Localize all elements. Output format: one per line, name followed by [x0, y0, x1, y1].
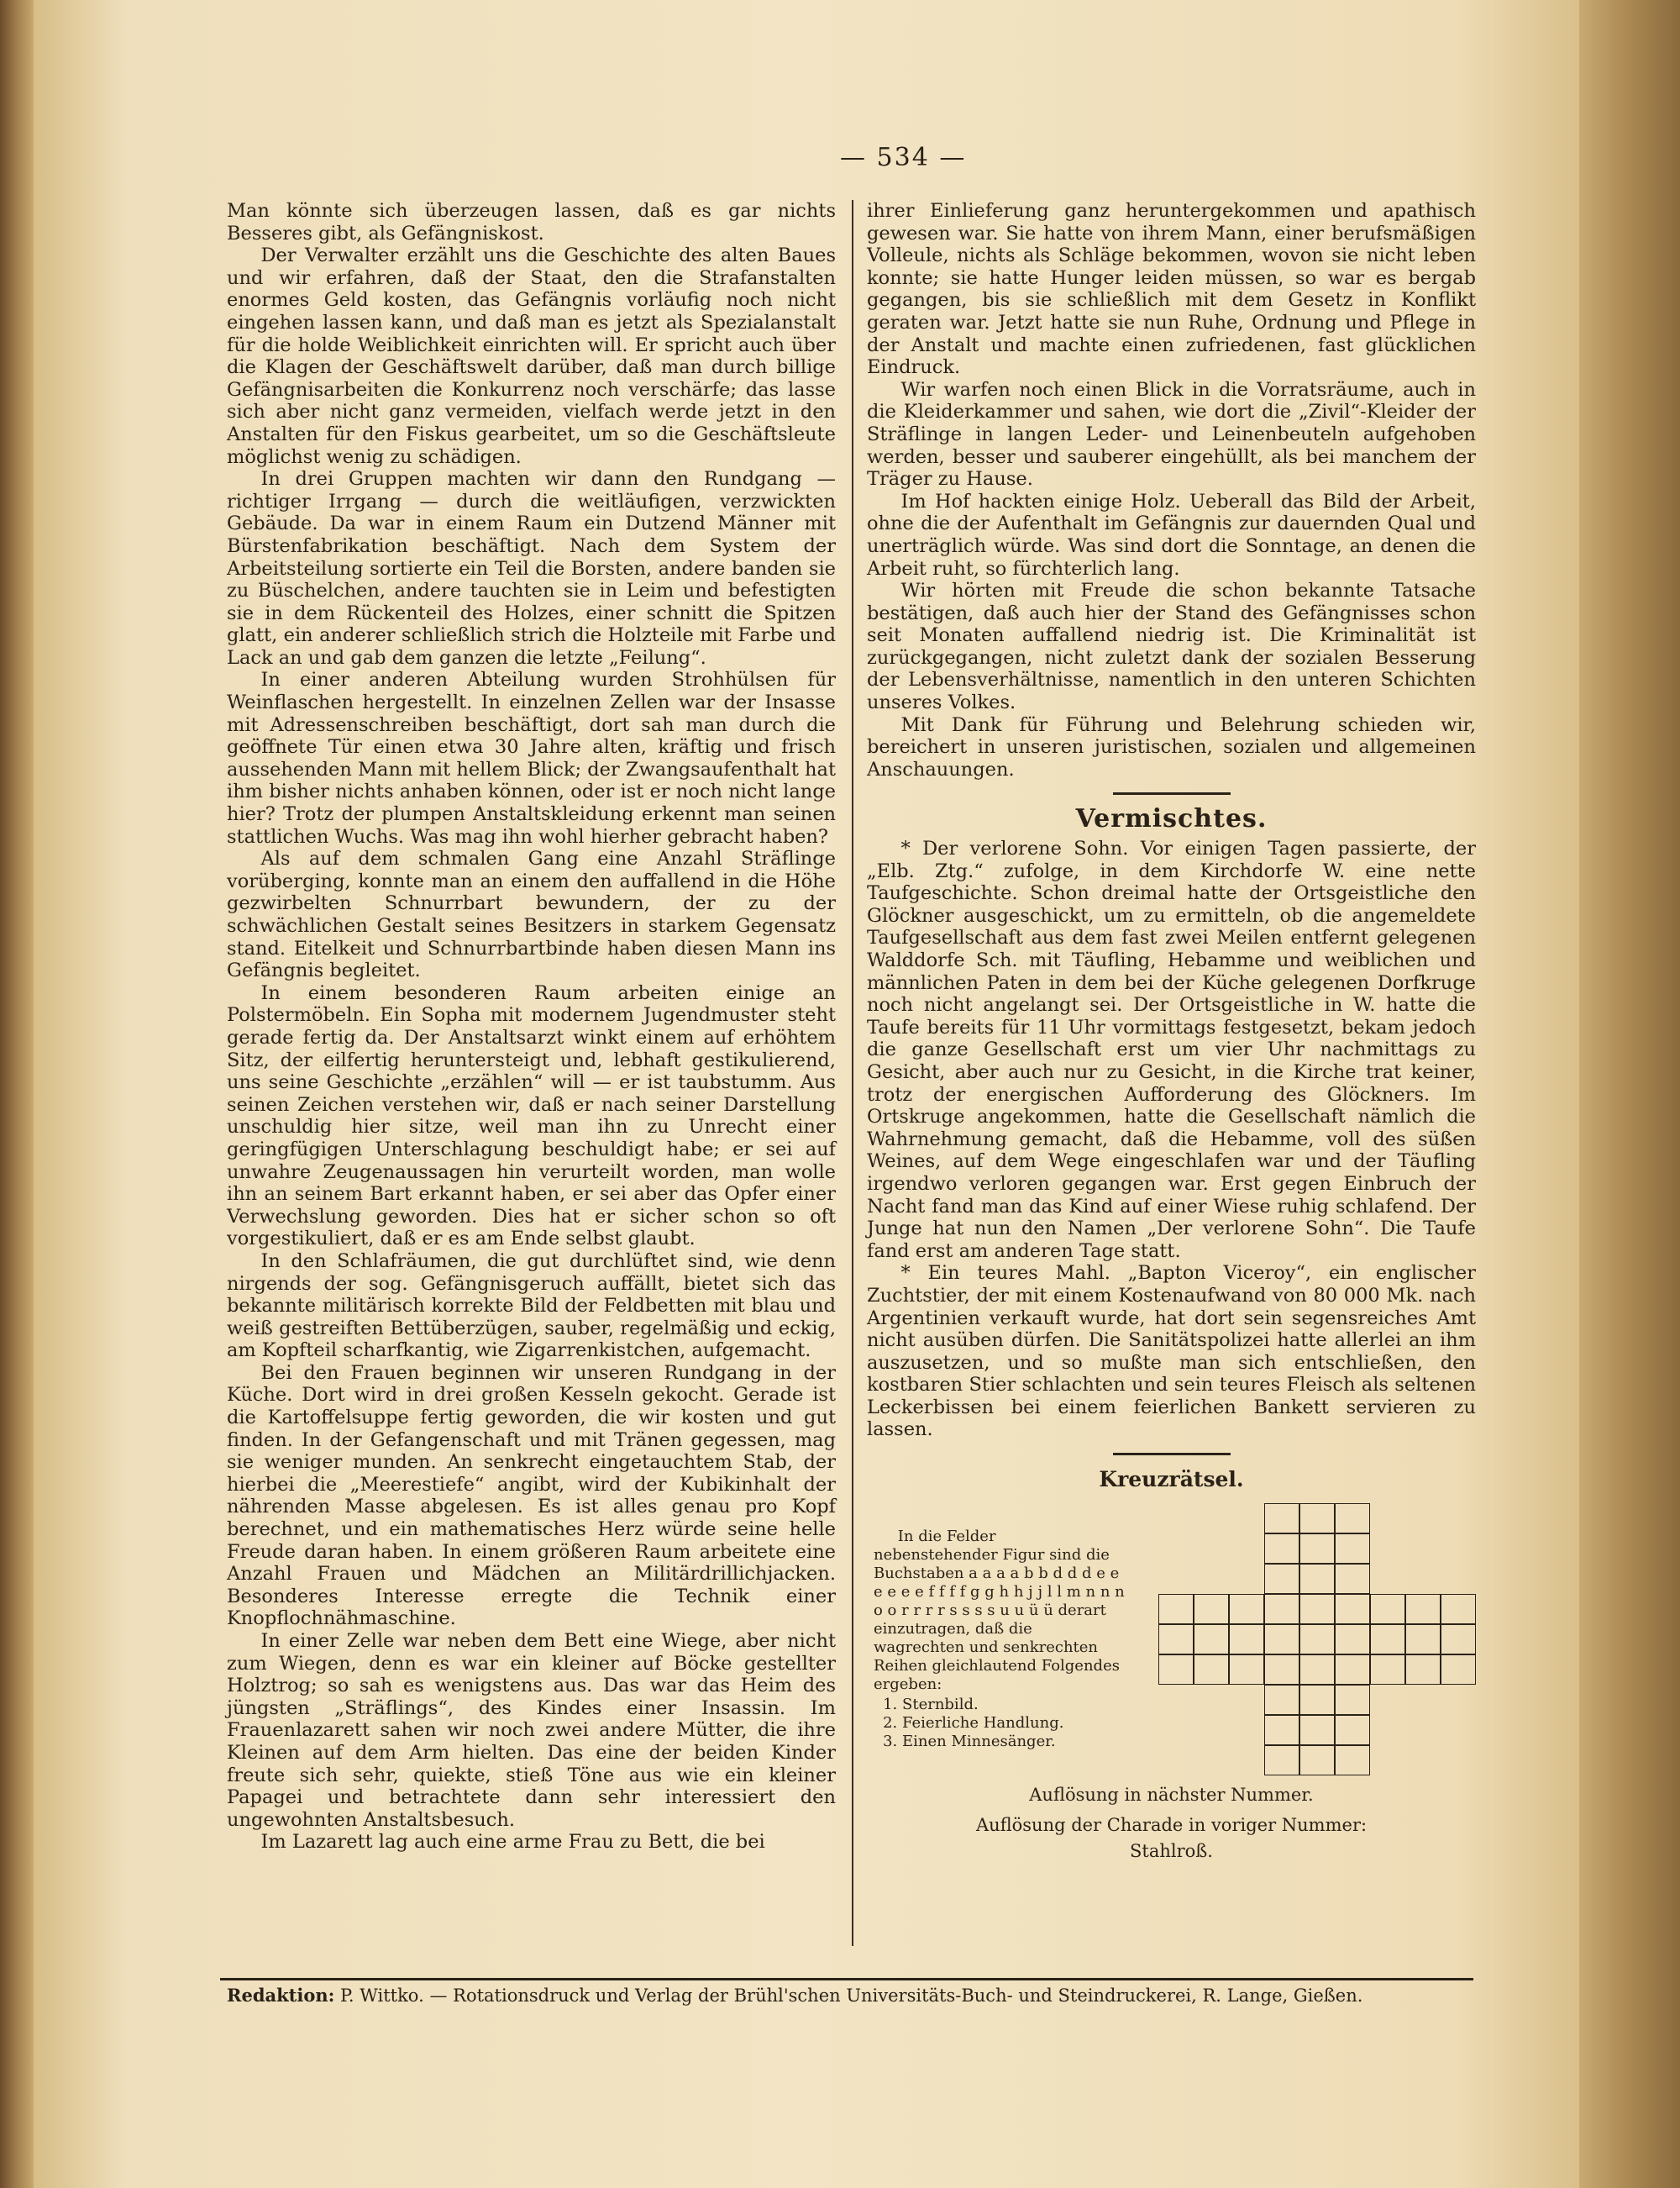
crossword-cell [1299, 1745, 1335, 1775]
paragraph: Mit Dank für Führung und Belehrung schieden wir, bereichert in unseren juristischen, sozialen und allgemeinen Anschauungen. [867, 713, 1476, 781]
paragraph: In drei Gruppen machten wir dann den Rundgang — richtiger Irrgang — durch die weitläufigen, verzwickten Gebäude. Da war in einem Raum ein Dutzend Männer mit Bürstenfabrikation beschäftigt. Nach dem System der Arbeitsteilung sortierte ein Teil die Borsten, andere banden sie zu Büschelchen, andere tauchten sie in Leim und befestigten sie in dem Rückenteil des Holzes, einer schnitt die Spitzen glatt, ein anderer schließlich strich die Holzteile mit Farbe und Lack an und gab dem ganzen die letzte „Feilung“. [227, 468, 836, 669]
crossword-cell [1335, 1654, 1370, 1685]
section-rule-2 [1113, 1453, 1231, 1455]
crossword-cell [1264, 1533, 1299, 1564]
right-column-article-end [867, 200, 1476, 781]
crossword-blank [1441, 1685, 1476, 1715]
crossword-blank [1229, 1685, 1264, 1715]
crossword-cell [1229, 1624, 1264, 1654]
crossword-cell [1264, 1624, 1299, 1654]
crossword-blank [1370, 1715, 1405, 1745]
crossword-cell [1299, 1564, 1335, 1594]
puzzle-instructions [867, 1528, 1125, 1751]
crossword-cell [1229, 1654, 1264, 1685]
crossword-blank [1441, 1715, 1476, 1745]
crossword-cell [1299, 1503, 1335, 1533]
crossword-blank [1194, 1503, 1229, 1533]
previous-solution-answer: Stahlroß. [1130, 1840, 1213, 1861]
news-item: * Ein teures Mahl. „Bapton Viceroy“, ein englischer Zuchtstier, der mit einem Kostenaufwand von 80 000 Mk. nach Argentinien verkauft wurde, hat dort sein segensreiches Amt nicht ausüben dürfen. Die Sanitätspolizei hatte allerlei an ihm auszusetzen, und so mußte man sich entschließen, den kostbaren Stier schlachten und sein teures Fleisch als seltenen Leckerbissen bei einem feierlichen Bankett servieren zu lassen. [867, 1262, 1476, 1441]
crossword-cell [1194, 1594, 1229, 1624]
footer-rule [220, 1978, 1473, 1980]
crossword-cell [1370, 1654, 1405, 1685]
miscellany-heading: Vermischtes. [1075, 804, 1268, 834]
crossword-cell [1194, 1624, 1229, 1654]
paragraph: In einer anderen Abteilung wurden Strohhülsen für Weinflaschen hergestellt. In einzelnen Zellen war der Insasse mit Adressenschreiben beschäftigt, dort sah man durch die geöffnete Tür einen etwa 30 Jahre alten, kräftig und frisch aussehenden Mann mit hellem Blick; der Zwangsaufenthalt hat ihm bisher nichts anhaben können, oder ist er noch nicht lange hier? Trotz der plumpen Anstaltskleidung erkennt man seinen stattlichen Wuchs. Was mag ihn wohl hierher gebracht haben? [227, 669, 836, 848]
crossword-blank [1158, 1685, 1194, 1715]
crossword-cell [1264, 1594, 1299, 1624]
crossword-blank [1158, 1503, 1194, 1533]
crossword-cell [1299, 1715, 1335, 1745]
left-column [227, 200, 836, 1854]
crossword-blank [1158, 1715, 1194, 1745]
crossword-blank [1441, 1745, 1476, 1775]
crossword-cell [1264, 1503, 1299, 1533]
crossword-cell [1335, 1745, 1370, 1775]
crossword-blank [1370, 1503, 1405, 1533]
crossword-block [867, 1503, 1476, 1775]
puzzle-clue: 3. Einen Minnesänger. [902, 1733, 1125, 1751]
crossword-cell [1264, 1715, 1299, 1745]
crossword-cell [1299, 1685, 1335, 1715]
crossword-cell [1158, 1654, 1194, 1685]
crossword-blank [1229, 1533, 1264, 1564]
miscellany-items [867, 838, 1476, 1441]
crossword-cell [1441, 1594, 1476, 1624]
crossword-grid [1158, 1503, 1476, 1775]
puzzle-title: Kreuzrätsel. [1099, 1467, 1244, 1492]
crossword-cell [1405, 1624, 1441, 1654]
crossword-cell [1299, 1654, 1335, 1685]
paragraph: Im Hof hackten einige Holz. Ueberall das Bild der Arbeit, ohne die der Aufenthalt im Gefängnis zur dauernden Qual und unerträglich würde. Was sind dort die Sonntage, an denen die Arbeit ruht, so fürchterlich lang. [867, 490, 1476, 580]
crossword-cell [1229, 1594, 1264, 1624]
crossword-cell [1370, 1624, 1405, 1654]
crossword-blank [1370, 1564, 1405, 1594]
crossword-blank [1158, 1745, 1194, 1775]
crossword-cell [1264, 1564, 1299, 1594]
paragraph: Wir warfen noch einen Blick in die Vorratsräume, auch in die Kleiderkammer und sahen, wie dort die „Zivil“-Kleider der Sträflinge in langen Leder- und Leinenbeuteln aufgehoben werden, besser und sauberer eingehüllt, als bei manchem der Träger zu Hause. [867, 378, 1476, 491]
crossword-cell [1299, 1594, 1335, 1624]
previous-solution-label: Auflösung der Charade in voriger Nummer: [975, 1815, 1368, 1836]
crossword-blank [1194, 1564, 1229, 1594]
crossword-blank [1229, 1745, 1264, 1775]
crossword-cell [1299, 1533, 1335, 1564]
imprint-footer [227, 1985, 1470, 2006]
crossword-blank [1405, 1715, 1441, 1745]
footer-press: — Rotationsdruck und Verlag der Brühl'schen Universitäts-Buch- und Steindruckerei, R. Lange, Gießen. [429, 1986, 1363, 2006]
footer-label: Redaktion: [227, 1985, 335, 2006]
paragraph: ihrer Einlieferung ganz heruntergekommen und apathisch gewesen war. Sie hatte von ihrem Mann, einer berufsmäßigen Volleule, nichts als Schläge bekommen, wovon sie nicht leben konnte; sie hatte Hunger leiden müssen, so war es bergab gegangen, bis sie schließlich mit dem Gesetz in Konflikt geraten war. Jetzt hatte sie nun Ruhe, Ordnung und Pflege in der Anstalt und machte einen zufriedenen, fast glücklichen Eindruck. [867, 200, 1476, 379]
footer-editor: P. Wittko. [340, 1986, 424, 2006]
paragraph: Bei den Frauen beginnen wir unseren Rundgang in der Küche. Dort wird in drei großen Kesseln gekocht. Gerade ist die Kartoffelsuppe fertig geworden, die wir kosten und gut finden. In der Gefangenschaft und mit Tränen gegessen, mag sie weniger munden. An senkrecht eingetauchtem Stab, der hierbei die „Meerestiefe“ angibt, wird der Kubikinhalt der nährenden Masse abgelesen. Es ist alles genau pro Kopf berechnet, und ein mathematisches Herz würde seine helle Freude daran haben. In einem größeren Raum arbeitete eine Anzahl Frauen und Mädchen an Militärdrillichjacken. Besonderes Interesse erregte die Technik einer Knopflochnähmaschine. [227, 1361, 836, 1630]
section-rule [1113, 792, 1231, 795]
right-column [867, 200, 1476, 1862]
crossword-cell [1264, 1745, 1299, 1775]
crossword-blank [1370, 1685, 1405, 1715]
crossword-cell [1370, 1594, 1405, 1624]
crossword-blank [1158, 1533, 1194, 1564]
crossword-cell [1441, 1654, 1476, 1685]
paragraph: Man könnte sich überzeugen lassen, daß es gar nichts Besseres gibt, als Gefängniskost. [227, 200, 836, 245]
crossword-blank [1405, 1533, 1441, 1564]
crossword-blank [1405, 1745, 1441, 1775]
paragraph: In den Schlafräumen, die gut durchlüftet sind, wie denn nirgends der sog. Gefängnisgeruch auffällt, bietet sich das bekannte militärisch korrekte Bild der Feldbetten mit blau und weiß gestreiften Bettüberzügen, sauber, regelmäßig und eckig, am Kopfteil scharfkantig, wie Zigarrenkistchen, aufgemacht. [227, 1249, 836, 1362]
crossword-blank [1441, 1564, 1476, 1594]
crossword-cell [1335, 1503, 1370, 1533]
crossword-blank [1158, 1564, 1194, 1594]
crossword-cell [1335, 1564, 1370, 1594]
paragraph: Wir hörten mit Freude die schon bekannte Tatsache bestätigen, daß auch hier der Stand des Gefängnisses schon seit Monaten auffallend niedrig ist. Die Kriminalität ist zurückgegangen, nicht zuletzt dank der sozialen Besserung der Lebensverhältnisse, namentlich in den unteren Schichten unseres Volkes. [867, 580, 1476, 714]
crossword-cell [1405, 1654, 1441, 1685]
column-divider [852, 200, 853, 1946]
puzzle-instructions-text: In die Felder nebenstehender Figur sind die Buchstaben a a a a b b d d d e e e e e e f f f f g g h h j j l l m n n n o o r r r r s s s s u u ü ü derart einzutragen, daß die wagrechten und senkrechten Reihen gleichlautend Folgendes ergeben: [874, 1527, 1125, 1693]
page-number: — 534 — [840, 143, 967, 172]
crossword-blank [1194, 1685, 1229, 1715]
crossword-cell [1335, 1624, 1370, 1654]
paragraph: In einer Zelle war neben dem Bett eine Wiege, aber nicht zum Wiegen, denn es war ein kleiner auf Böcke gestellter Holztrog; so sah es wenigstens aus. Das war das Heim des jüngsten „Sträflings“, des Kindes einer Insassin. Im Frauenlazarett sahen wir noch zwei andere Mütter, die ihre Kleinen auf dem Arm hielten. Das eine der beiden Kinder freute sich sehr, quiekte, stieß Töne aus wie ein kleiner Papagei und betrachtete dann sehr interessiert den ungewohnten Anstaltsbesuch. [227, 1630, 836, 1831]
crossword-blank [1441, 1533, 1476, 1564]
crossword-blank [1229, 1564, 1264, 1594]
puzzle-clue: 1. Sternbild. [902, 1696, 1125, 1714]
crossword-blank [1194, 1745, 1229, 1775]
crossword-cell [1264, 1685, 1299, 1715]
crossword-cell [1194, 1654, 1229, 1685]
crossword-cell [1299, 1624, 1335, 1654]
paragraph: In einem besonderen Raum arbeiten einige an Polstermöbeln. Ein Sopha mit modernem Jugendmuster steht gerade fertig da. Der Anstaltsarzt winkt einem auf erhöhtem Sitz, der eilfertig heruntersteigt und, lebhaft gestikulierend, uns seine Geschichte „erzählen“ will — er ist taubstumm. Aus seinen Zeichen verstehen wir, daß er nach seiner Darstellung unschuldig hier sitze, weil man ihn zu Unrecht einer geringfügigen Unterschlagung beschuldigt habe; er sei auf unwahre Zeugenaussagen hin verurteilt worden, man wolle ihn an seinem Bart erkannt haben, er sei aber das Opfer einer Verwechslung geworden. Dies hat er sicher schon so oft vorgestikuliert, daß er es am Ende selbst glaubt. [227, 981, 836, 1250]
news-item: * Der verlorene Sohn. Vor einigen Tagen passierte, der „Elb. Ztg.“ zufolge, in dem Kirchdorfe W. eine nette Taufgeschichte. Schon dreimal hatte der Ortsgeistliche den Glöckner ausgeschickt, um zu ermitteln, ob die angemeldete Taufgesellschaft aus dem fast zwei Meilen entfernt gelegenen Walddorfe Sch. mit Täufling, Hebamme und weiblichen und männlichen Paten in dem bei der Küche gelegenen Dorfkruge noch nicht angelangt sei. Der Ortsgeistliche in W. hatte die Taufe bereits für 11 Uhr vormittags festgesetzt, bekam jedoch die ganze Gesellschaft erst um vier Uhr nachmittags zu Gesicht, aber auch nur zu Gesicht, in die Kirche trat keiner, trotz der energischen Aufforderung des Glöckners. Im Ortskruge angekommen, hatte die Gesellschaft nämlich die Wahrnehmung gemacht, daß die Hebamme, voll des süßen Weines, auf dem Wege eingeschlafen war und der Täufling irgendwo verloren gegangen war. Erst gegen Einbruch der Nacht fand man das Kind auf einer Wiese ruhig schlafend. Der Junge hat nun den Namen „Der verlorene Sohn“. Die Taufe fand erst am anderen Tage statt. [867, 838, 1476, 1262]
crossword-blank [1194, 1715, 1229, 1745]
binding-edge-left [0, 0, 34, 2188]
solution-note: Auflösung in nächster Nummer. [1029, 1784, 1314, 1805]
puzzle-clue: 2. Feierliche Handlung. [902, 1714, 1125, 1733]
paragraph: Als auf dem schmalen Gang eine Anzahl Sträflinge vorüberging, konnte man an einem den auffallend in die Höhe gezwirbelten Schnurrbart bewundern, der zu der schwächlichen Gestalt seines Besitzers in starkem Gegensatz stand. Eitelkeit und Schnurrbartbinde haben diesen Mann ins Gefängnis begleitet. [227, 848, 836, 982]
crossword-cell [1335, 1715, 1370, 1745]
crossword-cell [1158, 1624, 1194, 1654]
crossword-blank [1194, 1533, 1229, 1564]
crossword-cell [1441, 1624, 1476, 1654]
crossword-blank [1229, 1503, 1264, 1533]
crossword-cell [1335, 1594, 1370, 1624]
puzzle-clues [874, 1696, 1125, 1751]
next-page-edge [1579, 0, 1680, 2188]
crossword-cell [1405, 1594, 1441, 1624]
crossword-cell [1158, 1594, 1194, 1624]
crossword-blank [1370, 1533, 1405, 1564]
paragraph: Im Lazarett lag auch eine arme Frau zu Bett, die bei [260, 1831, 765, 1854]
crossword-blank [1405, 1503, 1441, 1533]
crossword-blank [1405, 1685, 1441, 1715]
crossword-cell [1335, 1533, 1370, 1564]
crossword-cell [1335, 1685, 1370, 1715]
paragraph: Der Verwalter erzählt uns die Geschichte des alten Baues und wir erfahren, daß der Staat, den die Strafanstalten enormes Geld kosten, das Gefängnis vorläufig noch nicht eingehen lassen kann, und daß man es jetzt als Spezialanstalt für die holde Weiblichkeit einrichten will. Er spricht auch über die Klagen der Geschäftswelt darüber, daß man durch billige Gefängnisarbeiten die Konkurrenz noch verschärfe; das lasse sich aber nicht ganz vermeiden, vielfach werde jetzt in den Anstalten für den Fiskus gearbeitet, um so die Geschäftsleute möglichst wenig zu schädigen. [227, 245, 836, 468]
crossword-blank [1441, 1503, 1476, 1533]
crossword-cell [1264, 1654, 1299, 1685]
crossword-blank [1370, 1745, 1405, 1775]
crossword-blank [1229, 1715, 1264, 1745]
crossword-blank [1405, 1564, 1441, 1594]
